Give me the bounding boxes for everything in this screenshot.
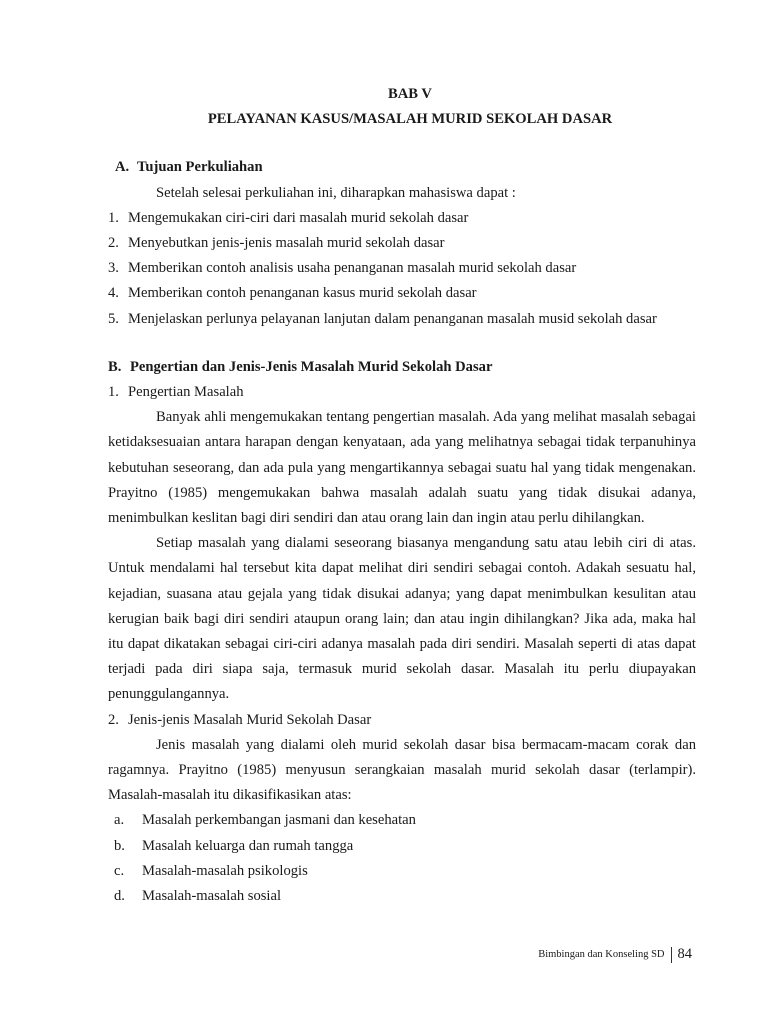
footer-divider bbox=[671, 947, 672, 963]
objective-marker: 1. bbox=[108, 209, 119, 226]
problem-type-marker: c. bbox=[114, 862, 125, 879]
objective-text: Menjelaskan perlunya pelayanan lanjutan dalam penanganan masalah musid sekolah dasar bbox=[128, 310, 657, 327]
objective-item bbox=[108, 256, 696, 281]
section-b-title: Pengertian dan Jenis-Jenis Masalah Murid Sekolah Dasar bbox=[130, 358, 493, 375]
problem-type-text: Masalah-masalah sosial bbox=[142, 888, 282, 905]
problem-type-marker: a. bbox=[114, 812, 125, 829]
problem-type-item bbox=[108, 859, 696, 884]
section-a-title: Tujuan Perkuliahan bbox=[137, 159, 263, 176]
page-content bbox=[108, 82, 696, 909]
objective-text: Memberikan contoh analisis usaha penanganan masalah murid sekolah dasar bbox=[128, 260, 577, 277]
objective-marker: 4. bbox=[108, 285, 119, 302]
objective-item bbox=[108, 206, 696, 231]
problem-type-item bbox=[108, 834, 696, 859]
section-b-marker: B. bbox=[108, 358, 122, 375]
objective-marker: 2. bbox=[108, 235, 119, 252]
subsection-title: Pengertian Masalah bbox=[128, 384, 244, 401]
section-a-intro: Setelah selesai perkuliahan ini, diharapkan mahasiswa dapat : bbox=[156, 184, 516, 201]
subsection-marker: 2. bbox=[108, 711, 119, 728]
chapter-label: BAB V bbox=[388, 86, 432, 102]
subsection-2-heading bbox=[108, 708, 696, 733]
chapter-title: PELAYANAN KASUS/MASALAH MURID SEKOLAH DASAR bbox=[207, 111, 613, 128]
objective-text: Menyebutkan jenis-jenis masalah murid sekolah dasar bbox=[128, 235, 445, 252]
subsection-marker: 1. bbox=[108, 384, 119, 401]
section-a-heading bbox=[108, 155, 696, 180]
body-paragraph: Jenis masalah yang dialami oleh murid sekolah dasar bisa bermacam-macam corak dan ragamnya. Prayitno (1985) menyusun serangkaian masalah murid sekolah dasar (terlampir). Masalah-masalah itu dikasifikasikan atas: bbox=[108, 736, 696, 804]
problem-type-item bbox=[108, 808, 696, 833]
objective-item bbox=[108, 281, 696, 306]
problem-type-text: Masalah-masalah psikologis bbox=[142, 862, 308, 879]
objective-item bbox=[108, 307, 696, 332]
problem-type-marker: b. bbox=[114, 837, 125, 854]
objective-text: Mengemukakan ciri-ciri dari masalah murid sekolah dasar bbox=[128, 209, 469, 226]
problem-type-marker: d. bbox=[114, 888, 125, 905]
page-footer bbox=[538, 946, 692, 963]
page-number: 84 bbox=[677, 946, 692, 962]
section-a-marker: A. bbox=[115, 159, 130, 176]
objective-marker: 3. bbox=[108, 260, 119, 277]
subsection-title: Jenis-jenis Masalah Murid Sekolah Dasar bbox=[128, 711, 372, 728]
body-paragraph: Banyak ahli mengemukakan tentang pengertian masalah. Ada yang melihat masalah sebagai ketidaksesuaian antara harapan dengan kenyataan, ada yang melihatnya sebagai tidak terpanuhinya kebutuhan seseorang, dan ada pula yang mengartikannya sebagai suatu hal yang tidak mengenakan. Prayitno (1985) mengemukakan bahwa masalah adalah suatu yang tidak disukai adanya, menimbulkan keslitan bagi diri sendiri dan atau orang lain dan ingin atau perlu dihilangkan. bbox=[108, 409, 696, 527]
body-paragraph: Setiap masalah yang dialami seseorang biasanya mengandung satu atau lebih ciri di atas. Untuk mendalami hal tersebut kita dapat melihat diri sendiri sebagai contoh. Adakah sesuatu hal, kejadian, suasana atau gejala yang tidak disukai adanya; yang dapat menimbulkan kesulitan atau kerugian baik bagi diri sendiri ataupun orang lain; dan atau ingin dihilangkan? Jika ada, maka hal itu dapat dikatakan sebagai ciri-ciri adanya masalah pada diri sendiri. Masalah seperti di atas dapat terjadi pada diri siapa saja, termasuk murid sekolah dasar. Masalah itu perlu diupayakan penunggulangannya. bbox=[108, 535, 696, 703]
objective-marker: 5. bbox=[108, 310, 119, 327]
problem-type-item bbox=[108, 884, 696, 909]
subsection-1-heading bbox=[108, 380, 696, 405]
problem-type-text: Masalah keluarga dan rumah tangga bbox=[142, 837, 354, 854]
problem-type-text: Masalah perkembangan jasmani dan kesehatan bbox=[142, 812, 416, 829]
objective-text: Memberikan contoh penanganan kasus murid sekolah dasar bbox=[128, 285, 477, 302]
footer-title: Bimbingan dan Konseling SD bbox=[538, 949, 665, 960]
section-b-heading bbox=[108, 355, 696, 380]
objective-item bbox=[108, 231, 696, 256]
